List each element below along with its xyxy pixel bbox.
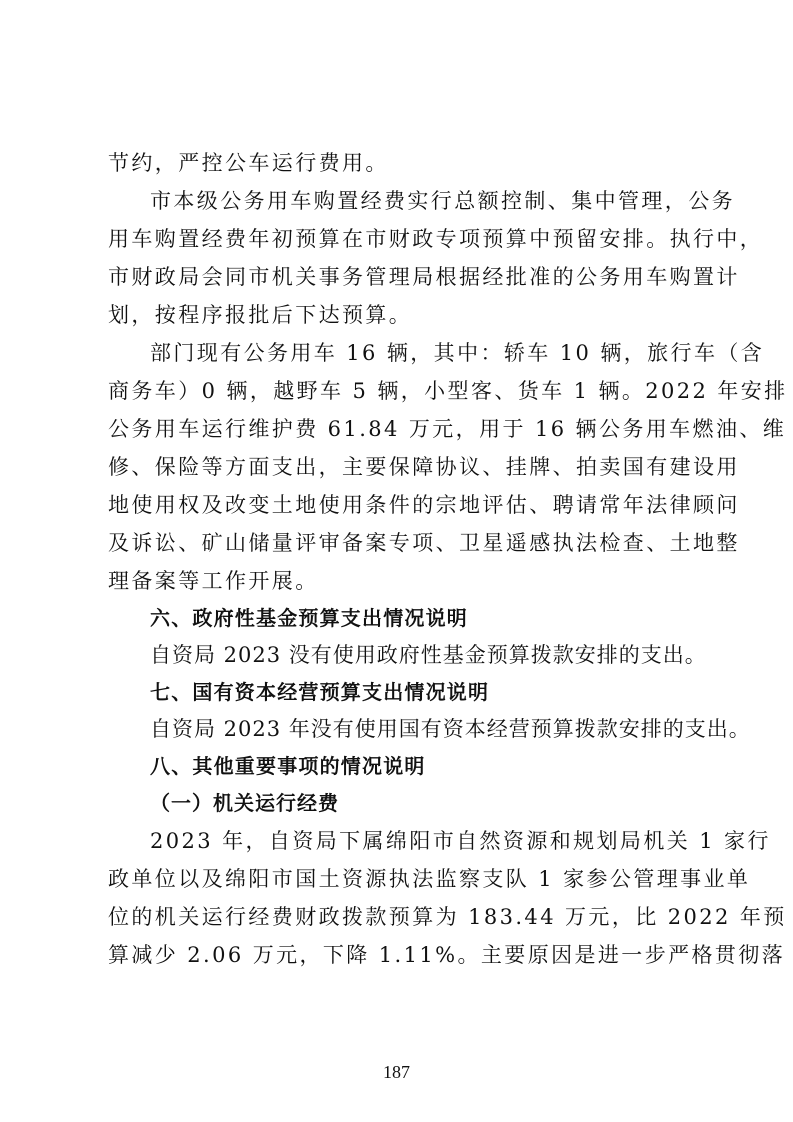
text-line: 用车购置经费年初预算在市财政专项预算中预留安排。执行中，: [108, 227, 764, 251]
text-line: 公务用车运行维护费 61.84 万元，用于 16 辆公务用车燃油、维: [108, 417, 787, 441]
text-line: 市财政局会同市机关事务管理局根据经批准的公务用车购置计: [108, 265, 740, 289]
text-line: 商务车）0 辆，越野车 5 辆，小型客、货车 1 辆。2022 年安排: [108, 379, 788, 403]
text-line: 算减少 2.06 万元，下降 1.11%。主要原因是进一步严格贯彻落: [108, 943, 786, 967]
page-number: 187: [383, 1062, 410, 1082]
text-line: 市本级公务用车购置经费实行总额控制、集中管理，公务: [150, 189, 735, 213]
text-line: 划，按程序报批后下达预算。: [108, 303, 413, 327]
text-line: 自资局 2023 年没有使用国有资本经营预算拨款安排的支出。: [150, 717, 751, 741]
text-line: 部门现有公务用车 16 辆，其中：轿车 10 辆，旅行车（含: [150, 341, 765, 365]
text-line: 节约，严控公车运行费用。: [108, 151, 389, 175]
text-line: 自资局 2023 没有使用政府性基金预算拨款安排的支出。: [150, 643, 707, 667]
text-line: 2023 年，自资局下属绵阳市自然资源和规划局机关 1 家行: [150, 829, 771, 853]
text-line: 政单位以及绵阳市国土资源执法监察支队 1 家参公管理事业单: [108, 867, 751, 891]
text-line: 理备案等工作开展。: [108, 569, 319, 593]
subsection-heading: （一）机关运行经费: [150, 791, 339, 815]
text-line: 位的机关运行经费财政拨款预算为 183.44 万元，比 2022 年预: [108, 905, 787, 929]
section-heading: 八、其他重要事项的情况说明: [150, 754, 426, 778]
section-heading: 七、国有资本经营预算支出情况说明: [150, 680, 490, 704]
text-line: 修、保险等方面支出，主要保障协议、挂牌、拍卖国有建设用: [108, 455, 740, 479]
text-line: 及诉讼、矿山储量评审备案专项、卫星遥感执法检查、土地整: [108, 531, 740, 555]
section-heading: 六、政府性基金预算支出情况说明: [150, 606, 468, 630]
text-line: 地使用权及改变土地使用条件的宗地评估、聘请常年法律顾问: [108, 493, 740, 517]
